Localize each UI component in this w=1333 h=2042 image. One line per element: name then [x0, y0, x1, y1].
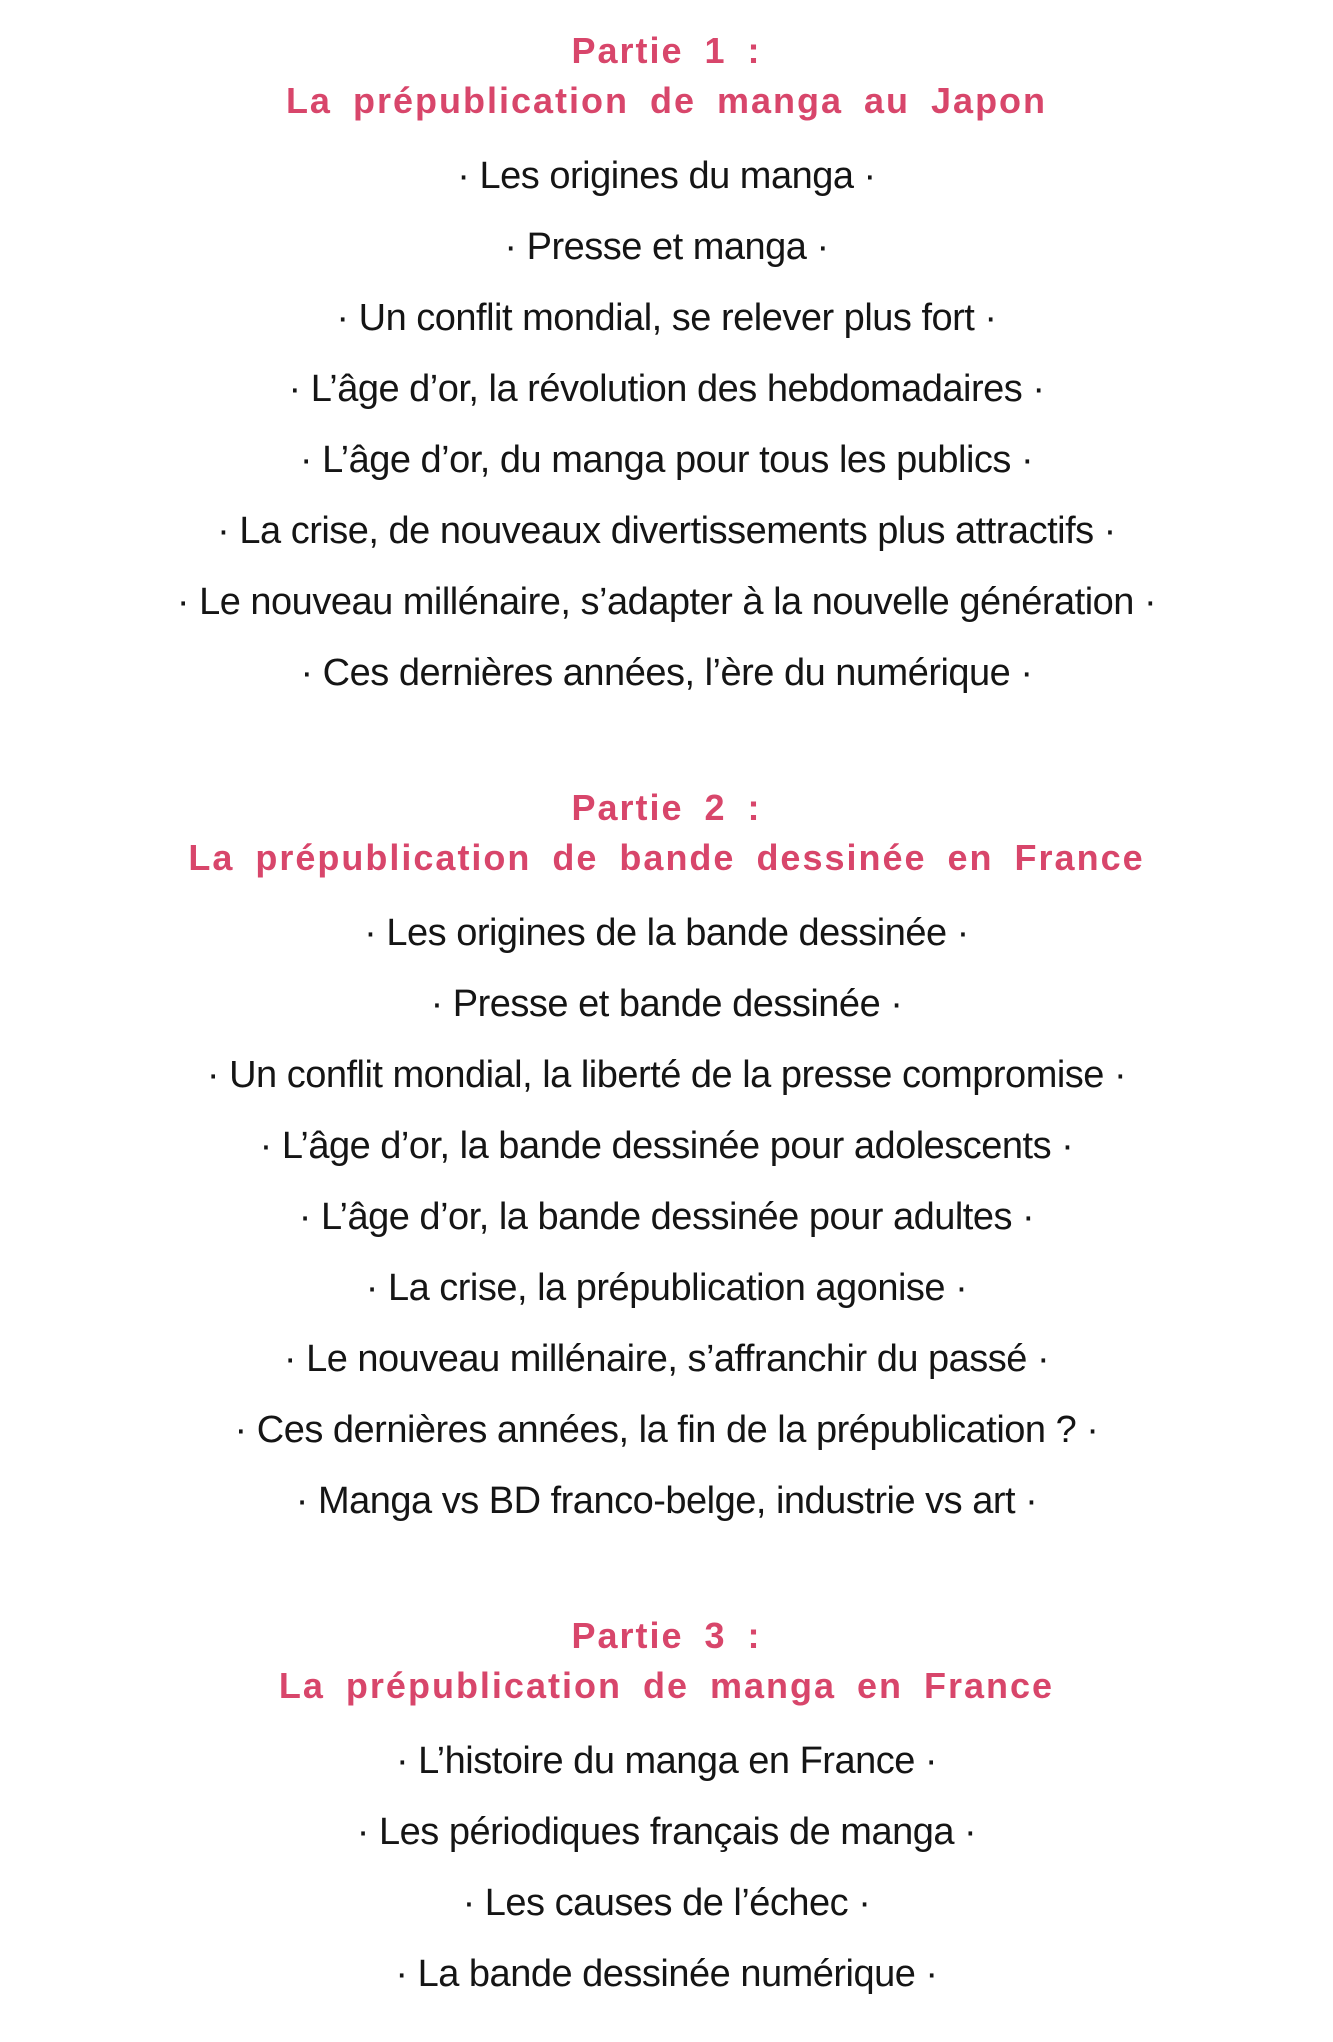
toc-item: · La crise, la prépublication agonise · — [365, 1267, 968, 1309]
toc-section-partie-1 — [0, 26, 1333, 709]
toc-item: · L’âge d’or, la révolution des hebdomadaires · — [288, 368, 1045, 410]
part-label: Partie 3 : — [571, 1615, 762, 1656]
toc-list — [0, 898, 1333, 1537]
toc-item: · Les origines de la bande dessinée · — [364, 912, 969, 954]
toc-item: · L’âge d’or, du manga pour tous les publics · — [299, 439, 1034, 481]
part-title: La prépublication de manga en France — [278, 1665, 1055, 1706]
toc-item: · La bande dessinée numérique · — [395, 1953, 938, 1995]
part-title: La prépublication de bande dessinée en France — [188, 837, 1145, 878]
toc-item: · Les périodiques français de manga · — [356, 1811, 977, 1853]
toc-item: · Le nouveau millénaire, s’affranchir du passé · — [283, 1338, 1050, 1380]
toc-section-partie-3 — [0, 1611, 1333, 2010]
toc-list — [0, 141, 1333, 709]
toc-item: · Ces dernières années, l’ère du numérique · — [300, 652, 1033, 694]
toc-item: · Presse et bande dessinée · — [430, 983, 903, 1025]
toc-item: · Le nouveau millénaire, s’adapter à la nouvelle génération · — [176, 581, 1157, 623]
toc-item: · Manga vs BD franco-belge, industrie vs art · — [295, 1480, 1038, 1522]
toc-item: · Presse et manga · — [504, 226, 829, 268]
toc-item: · L’histoire du manga en France · — [395, 1740, 938, 1782]
toc-item: · Les causes de l’échec · — [462, 1882, 871, 1924]
toc-item: · Un conflit mondial, se relever plus fort · — [336, 297, 997, 339]
toc-item: · Ces dernières années, la fin de la prépublication ? · — [234, 1409, 1099, 1451]
toc-item: · Les origines du manga · — [457, 155, 876, 197]
toc-section-partie-2 — [0, 783, 1333, 1537]
toc-item: · L’âge d’or, la bande dessinée pour adolescents · — [259, 1125, 1074, 1167]
part-label: Partie 2 : — [571, 787, 762, 828]
part-label: Partie 1 : — [571, 30, 762, 71]
toc-item: · La crise, de nouveaux divertissements plus attractifs · — [217, 510, 1116, 552]
toc-item: · Un conflit mondial, la liberté de la presse compromise · — [206, 1054, 1127, 1096]
part-title: La prépublication de manga au Japon — [285, 80, 1048, 121]
toc-list — [0, 1726, 1333, 2010]
toc-item: · L’âge d’or, la bande dessinée pour adultes · — [298, 1196, 1035, 1238]
